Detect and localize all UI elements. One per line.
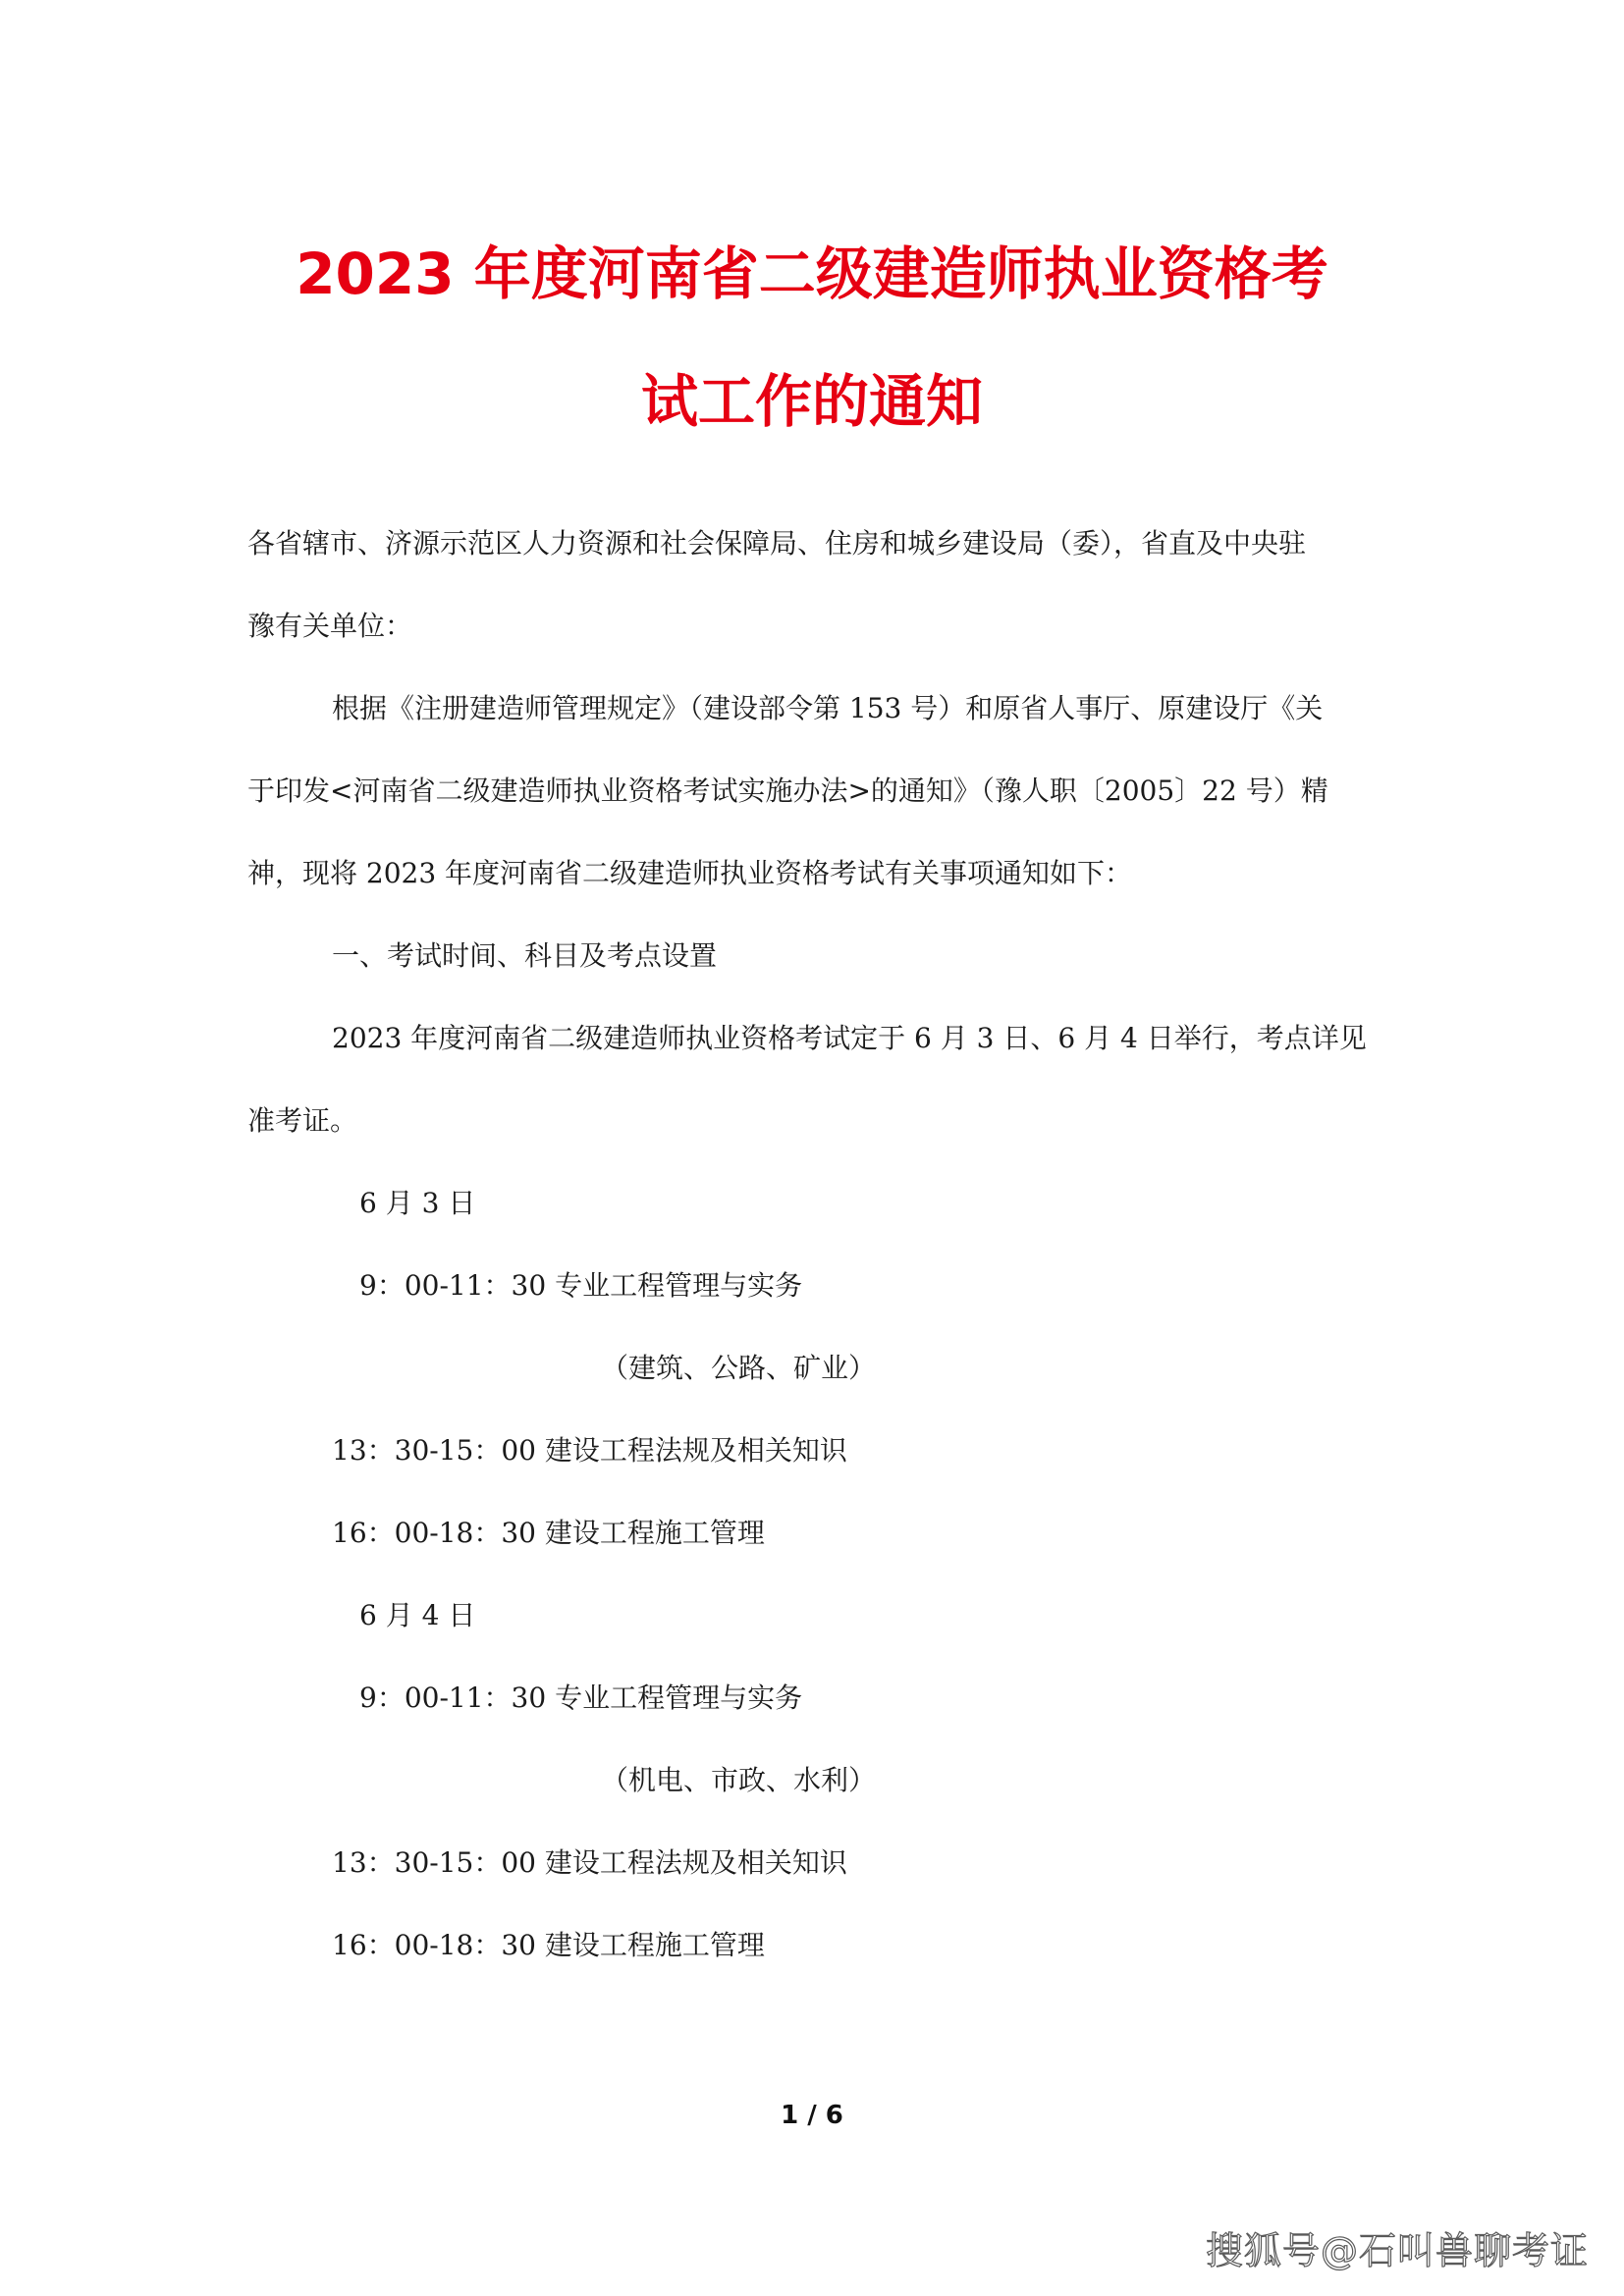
day-1-session-1: 9：00-11：30 专业工程管理与实务 [359, 1269, 803, 1302]
document-title-line-2: 试工作的通知 [640, 368, 983, 435]
intro-paragraph-line-1: 根据《注册建造师管理规定》（建设部令第 153 号）和原省人事厅、原建设厅《关 [332, 692, 1324, 724]
document-title-line-1: 2023 年度河南省二级建造师执业资格考 [296, 240, 1328, 307]
salutation-line-2: 豫有关单位： [247, 610, 413, 642]
day-2-session-1: 9：00-11：30 专业工程管理与实务 [359, 1682, 803, 1714]
salutation-line-1: 各省辖市、济源示范区人力资源和社会保障局、住房和城乡建设局（委），省直及中央驻 [247, 527, 1307, 560]
day-1-session-1-majors: （建筑、公路、矿业） [601, 1352, 877, 1384]
sohu-watermark: 搜狐号@石叫兽聊考证 [1205, 2229, 1589, 2272]
day-2-session-2: 13：30-15：00 建设工程法规及相关知识 [332, 1846, 847, 1879]
day-1-session-3: 16：00-18：30 建设工程施工管理 [332, 1517, 765, 1549]
day-2-date: 6 月 4 日 [359, 1599, 476, 1631]
day-2-session-1-majors: （机电、市政、水利） [601, 1764, 877, 1796]
intro-paragraph-line-3: 神，现将 2023 年度河南省二级建造师执业资格考试有关事项通知如下： [247, 857, 1133, 889]
section-heading-exam-schedule: 一、考试时间、科目及考点设置 [332, 939, 718, 972]
exam-date-paragraph-line-2: 准考证。 [247, 1104, 358, 1137]
intro-paragraph-line-2: 于印发<河南省二级建造师执业资格考试实施办法>的通知》（豫人职〔2005〕22 号）精 [247, 774, 1328, 807]
page-number: 1 / 6 [781, 2101, 843, 2130]
day-2-session-3: 16：00-18：30 建设工程施工管理 [332, 1929, 765, 1961]
exam-date-paragraph-line-1: 2023 年度河南省二级建造师执业资格考试定于 6 月 3 日、6 月 4 日举行，考点详见 [332, 1022, 1367, 1054]
day-1-date: 6 月 3 日 [359, 1187, 476, 1219]
day-1-session-2: 13：30-15：00 建设工程法规及相关知识 [332, 1434, 847, 1467]
